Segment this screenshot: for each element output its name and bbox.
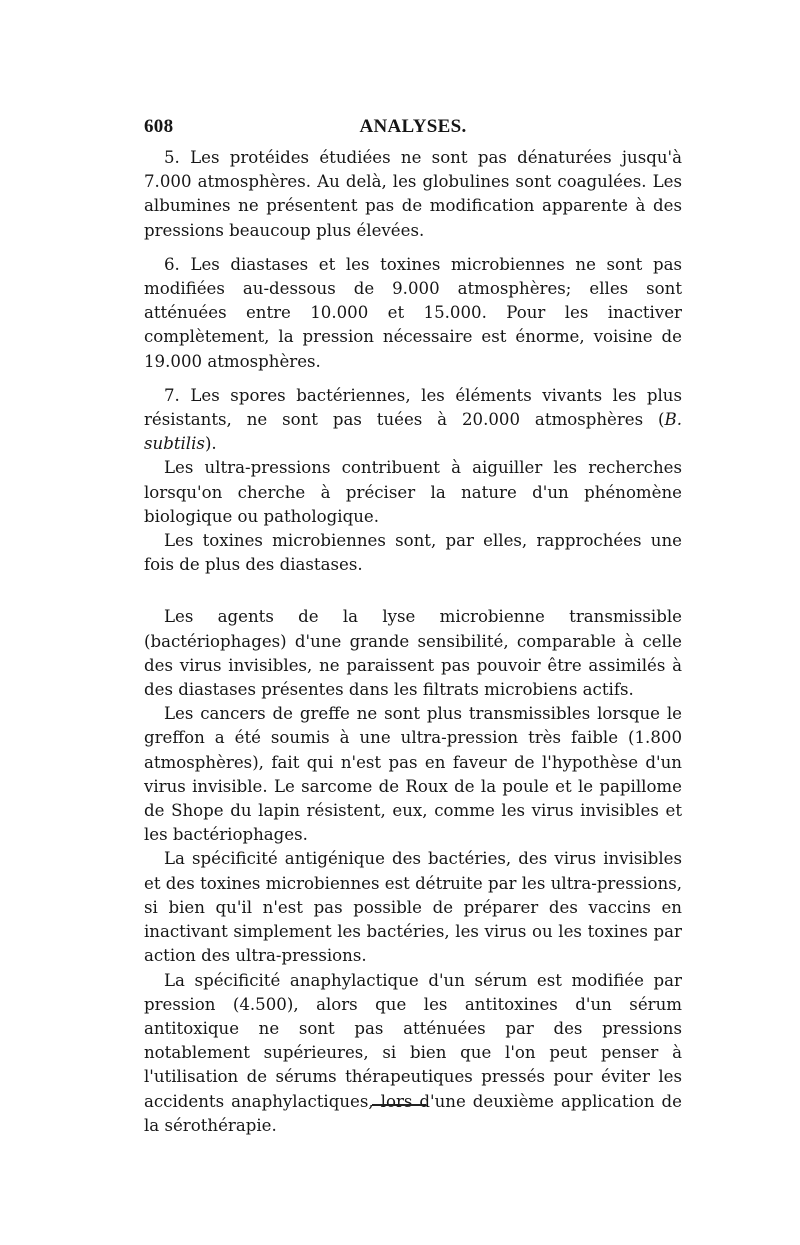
page-number: 608: [144, 116, 174, 137]
paragraph-point-7: [144, 384, 682, 457]
paragraph-bacteriophages: Les agents de la lyse microbienne transmissible (bactériophages) d'une grande sensibilité, comparable à celle des virus invisibles, ne paraissent pas pouvoir être assimilés à des diastases présentes dans les filtrats microbiens actifs.: [144, 607, 682, 700]
paragraph-point-6: 6. Les diastases et les toxines microbiennes ne sont pas modifiées au-dessous de 9.000 atmosphères; elles sont atténuées entre 10.000 et 15.000. Pour les inactiver complètement, la pression nécessaire est énorme, voisine de 19.000 atmosphères.: [144, 254, 682, 371]
paragraph-toxines: Les toxines microbiennes sont, par elles, rapprochées une fois de plus des diastases.: [144, 531, 682, 575]
paragraph-point-5: 5. Les protéides étudiées ne sont pas dénaturées jusqu'à 7.000 atmosphères. Au delà, les globulines sont coagulées. Les albumines ne présentent pas de modification apparente à des pressions beaucoup plus élevées.: [144, 148, 682, 240]
running-title: ANALYSES.: [359, 116, 467, 137]
paragraph-ultra-pressions: Les ultra-pressions contribuent à aiguiller les recherches lorsqu'on cherche à préciser la nature d'un phénomène biologique ou pathologique.: [144, 458, 682, 526]
end-rule: [372, 1104, 426, 1106]
point-7-tail: ).: [204, 434, 217, 454]
paragraph-specificite-anaphylactique: La spécificité anaphylactique d'un sérum est modifiée par pression (4.500), alors que les antitoxines d'un sérum antitoxique ne sont pas atténuées par des pressions notablement supérieures, si bien que l'on peut penser à l'utilisation de sérums thérapeutiques pressés pour éviter les accidents anaphylactiques, lors d'une deuxième application de la sérothérapie.: [144, 970, 682, 1135]
species-name: B. subtilis: [144, 410, 682, 454]
paragraph-cancers: Les cancers de greffe ne sont plus transmissibles lorsque le greffon a été soumis à une ultra-pression très faible (1.800 atmosphères), fait qui n'est pas en faveur de l'hypothèse d'un virus invisible. Le sarcome de Roux de la poule et le papillome de Shope du lapin résistent, eux, comme les virus invisibles et les bactériophages.: [144, 704, 682, 845]
document-page: [144, 116, 682, 1138]
point-7-text: 7. Les spores bactériennes, les éléments vivants les plus résistants, ne sont pas tuées à 20.000 atmosphères (: [144, 385, 682, 430]
paragraph-specificite-antigenique: La spécificité antigénique des bactéries, des virus invisibles et des toxines microbiennes est détruite par les ultra-pressions, si bien qu'il n'est pas possible de préparer des vaccins en inactivant simplement les bactéries, les virus ou les toxines par action des ultra-pressions.: [144, 849, 682, 966]
page-header: [144, 116, 682, 146]
